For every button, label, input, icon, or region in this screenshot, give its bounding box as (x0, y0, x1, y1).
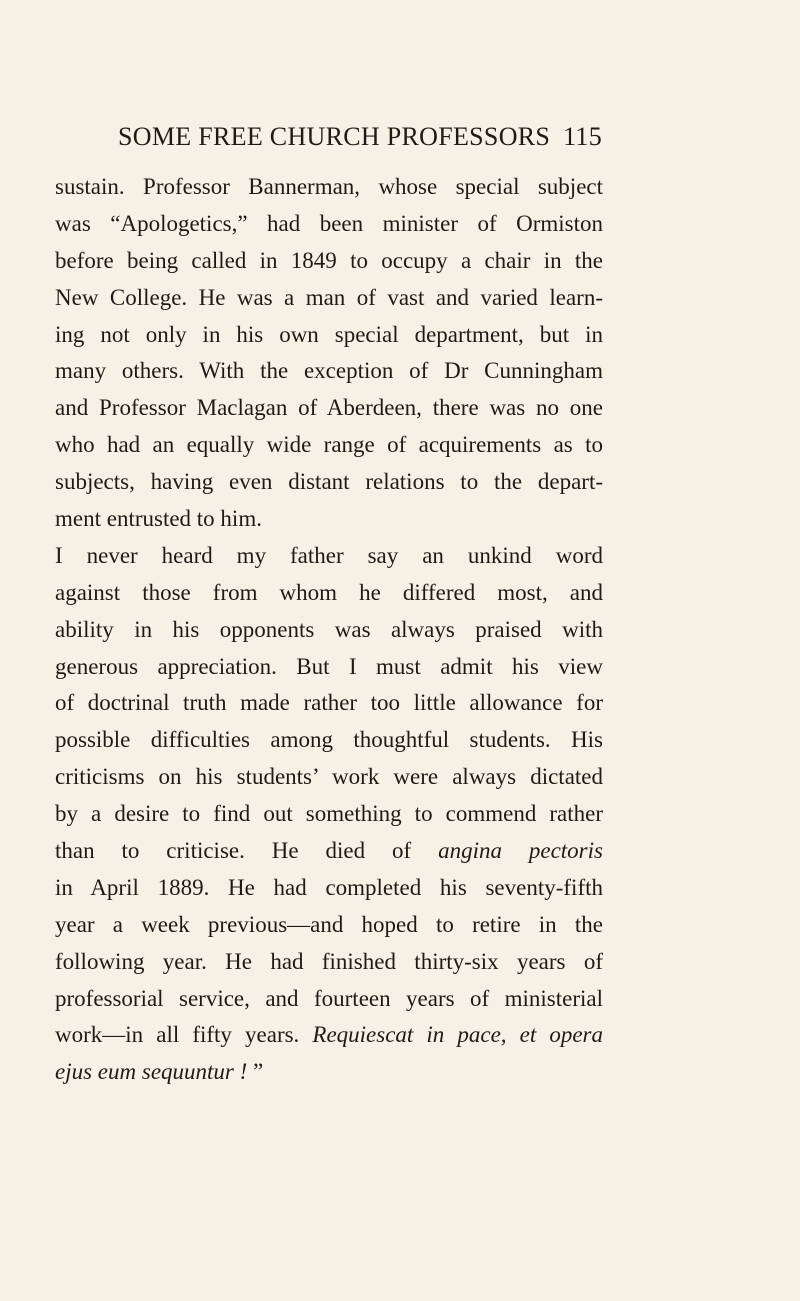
running-title: SOME FREE CHURCH PROFESSORS (118, 122, 551, 151)
text-line: was “Apologetics,” had been minister of Ormiston (55, 210, 603, 236)
text-line (55, 1017, 603, 1054)
text-line (55, 1054, 603, 1091)
text-line: sustain. Professor Bannerman, whose special subject (55, 174, 603, 199)
text-line (55, 833, 603, 870)
text-line: by a desire to find out something to commend rather (55, 801, 603, 827)
text-line: generous appreciation. But I must admit his view (55, 653, 603, 679)
text-line: before being called in 1849 to occupy a chair in the (55, 247, 603, 273)
italic-text: Requiescat in pace, et opera (312, 1022, 603, 1048)
italic-text: angina pectoris (438, 838, 603, 864)
text-line: professorial service, and fourteen years of ministerial (55, 985, 603, 1011)
text-line: possible difficulties among thoughtful students. His (55, 727, 603, 753)
text-line: New College. He was a man of vast and varied learn- (55, 284, 603, 310)
text-line: year a week previous—and hoped to retire in the (55, 911, 603, 937)
page-number: 115 (563, 122, 602, 151)
text-line: I never heard my father say an unkind word (55, 542, 603, 568)
italic-text: ejus eum sequuntur ! (55, 1059, 254, 1085)
text-run: work—in all fifty years. (55, 1022, 313, 1048)
text-line: of doctrinal truth made rather too little allowance for (55, 690, 603, 716)
text-run: than to criticise. He died of (55, 838, 439, 864)
text-line: ment entrusted to him. (55, 506, 262, 532)
text-line: and Professor Maclagan of Aberdeen, there was no one (55, 395, 603, 421)
text-line: ability in his opponents was always praised with (55, 616, 603, 642)
text-line: who had an equally wide range of acquirements as to (55, 432, 603, 458)
running-head (118, 122, 602, 158)
text-line: many others. With the exception of Dr Cunningham (55, 358, 603, 384)
text-line: against those from whom he differed most, and (55, 579, 603, 605)
text-run: ” (253, 1059, 264, 1085)
text-line: ing not only in his own special department, but in (55, 321, 603, 347)
body-text (55, 169, 603, 1091)
text-line: in April 1889. He had completed his seventy-fifth (55, 874, 603, 900)
text-line: following year. He had finished thirty-six years of (55, 948, 603, 974)
text-line: subjects, having even distant relations to the depart- (55, 469, 603, 495)
text-line: criticisms on his students’ work were always dictated (55, 764, 603, 790)
